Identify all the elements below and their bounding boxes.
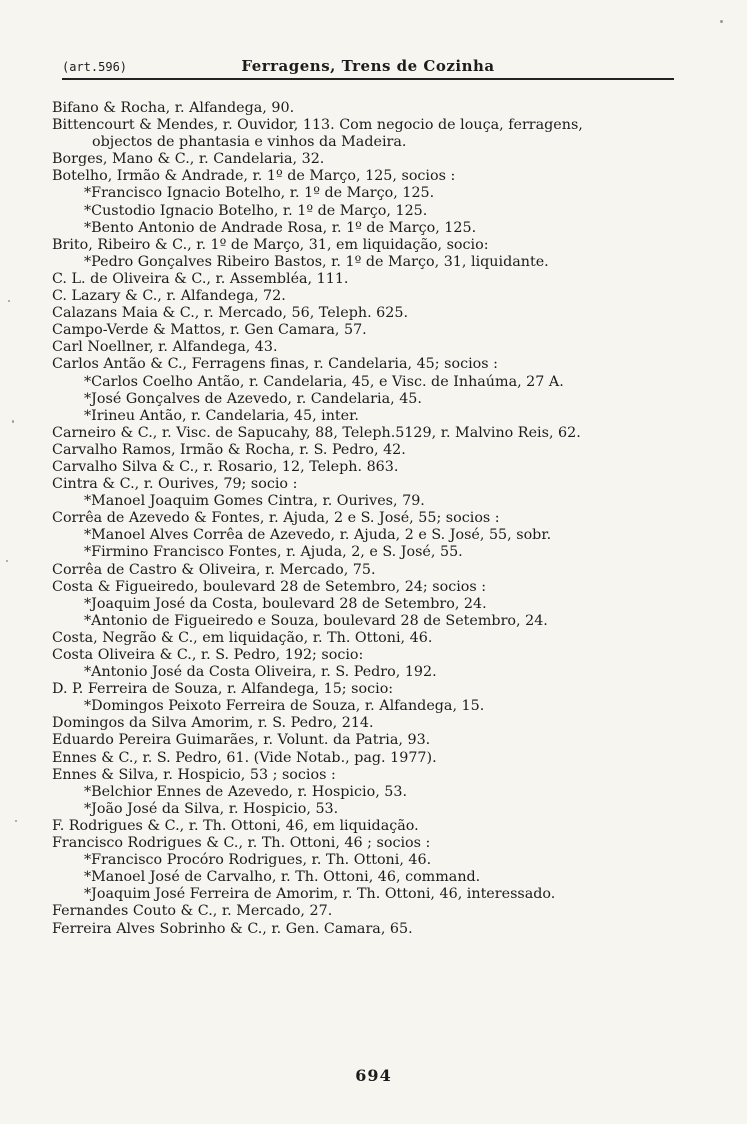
partner-entry: *Manoel Alves Corrêa de Azevedo, r. Ajuda, 2 e S. José, 55, sobr. bbox=[84, 527, 552, 544]
partner-entry: *Pedro Gonçalves Ribeiro Bastos, r. 1º de Março, 31, liquidante. bbox=[84, 253, 549, 270]
business-entry: C. L. de Oliveira & C., r. Assembléa, 111. bbox=[52, 270, 349, 287]
business-entry: Botelho, Irmão & Andrade, r. 1º de Março, 125, socios : bbox=[52, 168, 456, 185]
business-entry: Corrêa de Azevedo & Fontes, r. Ajuda, 2 e S. José, 55; socios : bbox=[52, 510, 500, 527]
scan-speck bbox=[720, 20, 723, 23]
business-entry: Bifano & Rocha, r. Alfandega, 90. bbox=[52, 100, 295, 116]
business-entry: Brito, Ribeiro & C., r. 1º de Março, 31, em liquidação, socio: bbox=[52, 236, 489, 253]
entry-continuation: objectos de phantasia e vinhos da Madeira. bbox=[92, 134, 407, 151]
business-entry: Carneiro & C., r. Visc. de Sapucahy, 88, Teleph.5129, r. Malvino Reis, 62. bbox=[52, 424, 581, 441]
partner-entry: *Manoel José de Carvalho, r. Th. Ottoni, 46, command. bbox=[84, 869, 481, 886]
business-entry: C. Lazary & C., r. Alfandega, 72. bbox=[52, 288, 286, 305]
business-entry: D. P. Ferreira de Souza, r. Alfandega, 15; socio: bbox=[52, 681, 394, 698]
business-entry: Cintra & C., r. Ourives, 79; socio : bbox=[52, 476, 298, 493]
business-entry: Domingos da Silva Amorim, r. S. Pedro, 214. bbox=[52, 715, 374, 732]
business-entry: Corrêa de Castro & Oliveira, r. Mercado, 75. bbox=[52, 561, 376, 578]
page-title: Ferragens, Trens de Cozinha bbox=[241, 57, 495, 75]
business-entry: Carlos Antão & C., Ferragens finas, r. Candelaria, 45; socios : bbox=[52, 356, 498, 373]
partner-entry: *Irineu Antão, r. Candelaria, 45, inter. bbox=[84, 407, 359, 424]
partner-entry: *Joaquim José Ferreira de Amorim, r. Th. Ottoni, 46, interessado. bbox=[84, 886, 556, 903]
scan-speck bbox=[15, 820, 17, 822]
business-entry: Carvalho Ramos, Irmão & Rocha, r. S. Pedro, 42. bbox=[52, 441, 406, 458]
partner-entry: *Francisco Ignacio Botelho, r. 1º de Março, 125. bbox=[84, 185, 435, 202]
business-entry: Borges, Mano & C., r. Candelaria, 32. bbox=[52, 151, 325, 168]
partner-entry: *Belchior Ennes de Azevedo, r. Hospicio, 53. bbox=[84, 783, 408, 800]
scan-speck bbox=[6, 560, 8, 562]
business-entry: Francisco Rodrigues & C., r. Th. Ottoni, 46 ; socios : bbox=[52, 835, 431, 852]
business-entry: Bittencourt & Mendes, r. Ouvidor, 113. Com negocio de louça, ferragens, bbox=[52, 117, 583, 134]
business-entry: Ennes & C., r. S. Pedro, 61. (Vide Notab., pag. 1977). bbox=[52, 749, 437, 766]
partner-entry: *Custodio Ignacio Botelho, r. 1º de Março, 125. bbox=[84, 202, 428, 219]
scan-speck bbox=[8, 300, 10, 302]
partner-entry: *Manoel Joaquim Gomes Cintra, r. Ourives, 79. bbox=[84, 493, 425, 510]
business-entry: Costa & Figueiredo, boulevard 28 de Setembro, 24; socios : bbox=[52, 578, 487, 595]
directory-listing bbox=[52, 100, 692, 938]
business-entry: Costa Oliveira & C., r. S. Pedro, 192; socio: bbox=[52, 647, 364, 663]
partner-entry: *Carlos Coelho Antão, r. Candelaria, 45, e Visc. de Inhaúma, 27 A. bbox=[84, 373, 564, 390]
partner-entry: *Antonio José da Costa Oliveira, r. S. Pedro, 192. bbox=[84, 664, 437, 681]
business-entry: Campo-Verde & Mattos, r. Gen Camara, 57. bbox=[52, 322, 367, 339]
business-entry: Calazans Maia & C., r. Mercado, 56, Teleph. 625. bbox=[52, 305, 408, 322]
partner-entry: *Firmino Francisco Fontes, r. Ajuda, 2, e S. José, 55. bbox=[84, 544, 463, 561]
page-number: 694 bbox=[355, 1066, 392, 1085]
business-entry: Carl Noellner, r. Alfandega, 43. bbox=[52, 339, 278, 356]
partner-entry: *José Gonçalves de Azevedo, r. Candelaria, 45. bbox=[84, 390, 422, 407]
business-entry: F. Rodrigues & C., r. Th. Ottoni, 46, em liquidação. bbox=[52, 817, 419, 834]
business-entry: Eduardo Pereira Guimarães, r. Volunt. da Patria, 93. bbox=[52, 732, 431, 749]
scan-speck bbox=[12, 420, 14, 423]
business-entry: Carvalho Silva & C., r. Rosario, 12, Teleph. 863. bbox=[52, 458, 399, 475]
partner-entry: *Bento Antonio de Andrade Rosa, r. 1º de Março, 125. bbox=[84, 219, 477, 236]
business-entry: Fernandes Couto & C., r. Mercado, 27. bbox=[52, 903, 333, 920]
partner-entry: *Francisco Procóro Rodrigues, r. Th. Ottoni, 46. bbox=[84, 852, 432, 869]
partner-entry: *João José da Silva, r. Hospicio, 53. bbox=[84, 800, 339, 817]
page-header bbox=[62, 56, 674, 80]
partner-entry: *Joaquim José da Costa, boulevard 28 de Setembro, 24. bbox=[84, 595, 487, 612]
business-entry: Costa, Negrão & C., em liquidação, r. Th. Ottoni, 46. bbox=[52, 629, 433, 646]
article-reference: (art.596) bbox=[62, 60, 128, 74]
partner-entry: *Domingos Peixoto Ferreira de Souza, r. Alfandega, 15. bbox=[84, 698, 485, 715]
business-entry: Ferreira Alves Sobrinho & C., r. Gen. Camara, 65. bbox=[52, 920, 413, 937]
business-entry: Ennes & Silva, r. Hospicio, 53 ; socios : bbox=[52, 766, 336, 783]
partner-entry: *Antonio de Figueiredo e Souza, boulevard 28 de Setembro, 24. bbox=[84, 612, 548, 629]
